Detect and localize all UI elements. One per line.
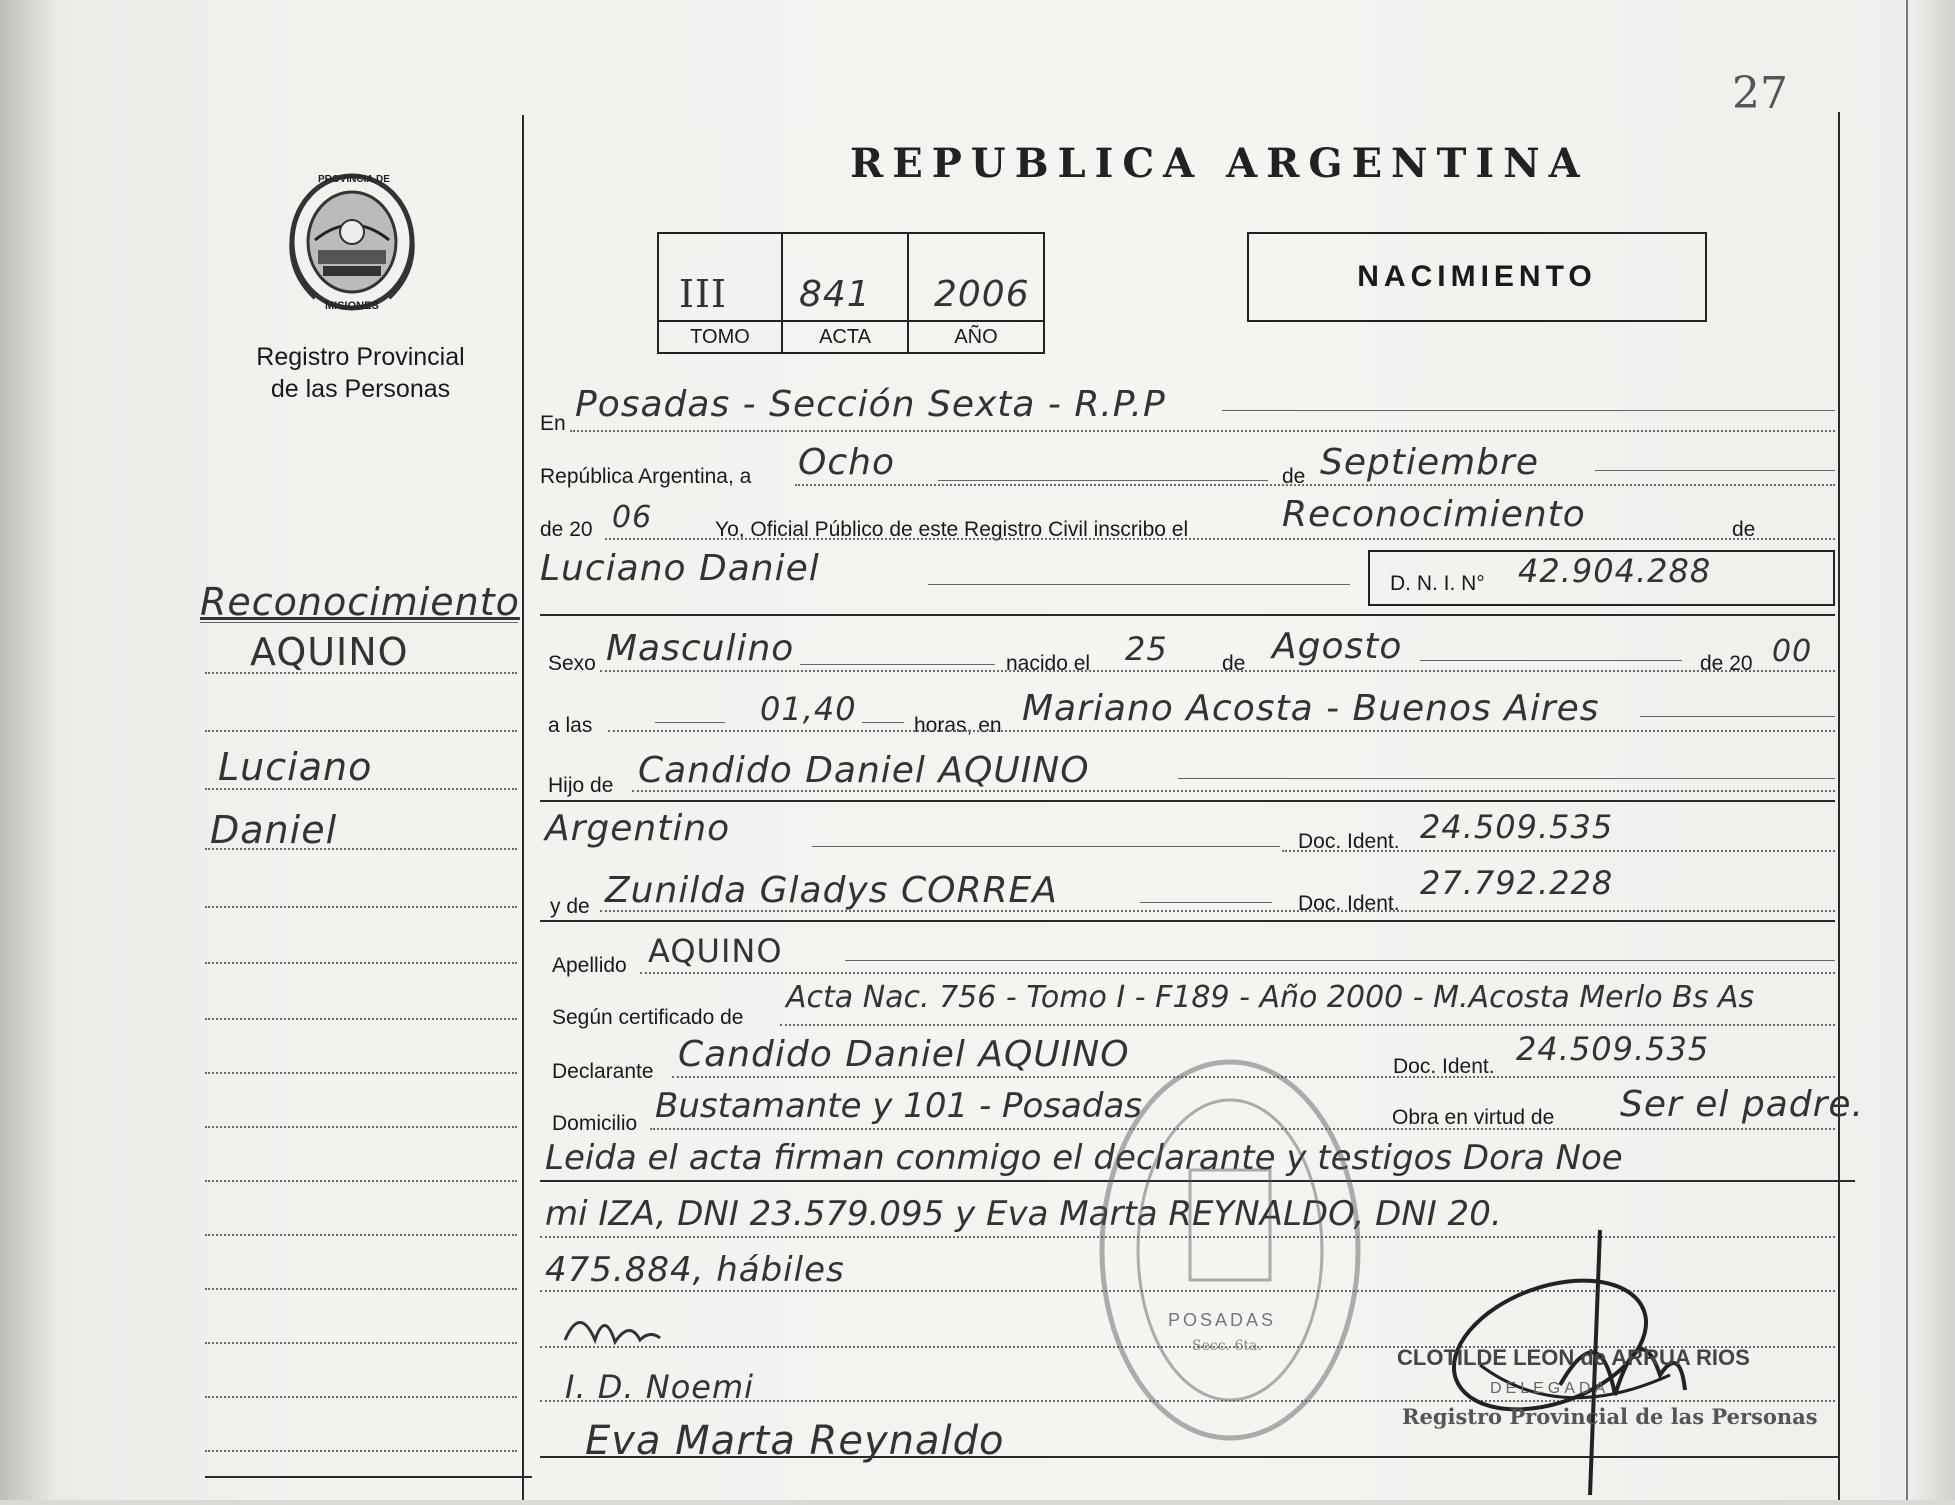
segun-label: Según certificado de [552,1006,744,1029]
father-nationality: Argentino [545,808,731,849]
act-value: Reconocimiento [1282,494,1586,535]
margin-name1: Luciano [218,745,373,789]
margin-title: Reconocimiento [200,580,520,624]
month-value: Septiembre [1320,442,1539,483]
de-label-3: de [1222,652,1246,675]
anio-label: AÑO [954,326,998,348]
margin-rule [205,1180,517,1182]
day-fill [938,480,1268,481]
birth-year-prefix: de 20 [1700,652,1753,675]
margin-rule [205,672,517,674]
sexo-fill [800,664,995,665]
mother-doc: 27.792.228 [1420,864,1614,902]
margin-rule [205,1018,517,1020]
declarante-label: Declarante [552,1060,654,1083]
office-name-line2: de las Personas [270,375,451,403]
line-2 [795,484,1835,486]
margin-rule [205,1126,517,1128]
father-fill [1178,778,1835,779]
acta-value: 841 [799,274,871,315]
line-6 [608,730,1835,732]
republica-label: República Argentina, a [540,465,752,488]
en-label: En [540,412,566,435]
margin-rule [205,906,517,908]
acta-label: ACTA [819,326,871,348]
father-rule [540,800,1835,802]
official-office: Registro Provincial de las Personas [1402,1404,1818,1429]
tomo-label: TOMO [690,326,750,348]
tomo-value: III [679,272,728,316]
margin-rule [205,1234,517,1236]
margin-rule [205,1342,517,1344]
note-line-2: mi IZA, DNI 23.579.095 y Eva Marta REYNALDO, DNI 20. [545,1194,1502,1234]
father-value: Candido Daniel AQUINO [638,750,1090,791]
hijo-label: Hijo de [548,774,614,797]
margin-rule [205,1288,517,1290]
alas-label: a las [548,714,593,737]
margin-title-rule [200,622,518,623]
stamp-city: POSADAS [1168,1310,1277,1330]
dni-value: 42.904.288 [1518,552,1712,590]
domicilio-value: Bustamante y 101 - Posadas [655,1086,1143,1126]
misiones-logo [285,170,420,320]
line-8 [1282,850,1835,852]
dni-label: D. N. I. N° [1390,572,1485,595]
hour-fill [655,722,725,723]
doc-label-father: Doc. Ident. [1298,830,1400,853]
line-7 [632,790,1835,792]
line-10 [640,972,1835,974]
right-border [1838,112,1840,1500]
obra-value: Ser el padre. [1620,1084,1864,1125]
witness-signature-2: Eva Marta Reynaldo [585,1418,1005,1464]
birth-month: Agosto [1272,626,1403,667]
margin-rule [205,730,517,732]
margin-divider [522,115,524,1500]
act-type-box [1247,232,1707,322]
place-value: Mariano Acosta - Buenos Aires [1022,688,1600,729]
section-rule [540,614,1835,616]
birth-year: 00 [1772,634,1813,669]
margin-rule [205,1396,517,1398]
note-line-1: Leida el acta firman conmigo el declarante y testigos Dora Noe [545,1138,1623,1178]
place-fill [1640,716,1835,717]
declarante-value: Candido Daniel AQUINO [678,1034,1130,1075]
box-divider [659,320,1043,322]
register-box [657,232,1045,354]
apellido-label: Apellido [552,954,627,977]
line-5 [600,670,1835,672]
domicilio-label: Domicilio [552,1112,638,1135]
apellido-fill [845,960,1835,961]
line-11 [780,1024,1835,1026]
country-title: REPUBLICA ARGENTINA [850,140,1589,187]
mother-rule [540,920,1835,922]
witness-signature-1: I. D. Noemi [565,1368,755,1406]
margin-bottom-rule [205,1476,532,1478]
official-name: CLOTILDE LEON de ARRUA RIOS [1397,1345,1750,1370]
hour-fill-2 [862,722,904,723]
margin-rule [205,962,517,964]
birth-month-fill [1420,660,1682,661]
logo-bottom-text: MISIONES [325,300,379,312]
office-name-line1: Registro Provincial [256,343,465,371]
line-3 [605,538,1835,540]
birth-day: 25 [1125,630,1168,668]
year-prefix: de 20 [540,518,593,541]
horas-label: horas, en [914,714,1002,737]
hour-value: 01,40 [760,690,857,728]
doc-label-declarante: Doc. Ident. [1393,1055,1495,1078]
margin-name2: Daniel [210,808,338,852]
page-number: 27 [1732,68,1788,119]
de-label: de [1282,465,1306,488]
page-edge [1905,0,1955,1500]
month-fill [1595,470,1835,471]
day-value: Ocho [798,442,895,483]
obra-label: Obra en virtud de [1392,1106,1555,1129]
de-label-2: de [1732,518,1756,541]
sexo-value: Masculino [606,628,795,669]
father-doc: 24.509.535 [1420,808,1614,846]
margin-surname: AQUINO [250,630,409,674]
person-name-fill [928,584,1350,585]
nationality-fill [812,846,1280,847]
margin-rule [205,848,517,850]
margin-rule [205,1450,517,1452]
apellido-value: AQUINO [648,932,783,970]
binding-crease [0,0,50,1500]
segun-value: Acta Nac. 756 - Tomo I - F189 - Año 2000 - M.Acosta Merlo Bs As [786,980,1755,1015]
mother-fill [1140,902,1272,903]
doc-label-mother: Doc. Ident. [1298,892,1400,915]
margin-rule [205,788,517,790]
declarante-doc: 24.509.535 [1516,1030,1710,1068]
line-1 [570,430,1835,432]
note-line-3: 475.884, hábiles [545,1250,845,1290]
yde-label: y de [550,895,590,918]
act-type-label: NACIMIENTO [1357,260,1597,293]
year-value: 06 [612,500,653,535]
anio-value: 2006 [934,274,1030,315]
page-edge-line [1906,0,1908,1500]
en-value: Posadas - Sección Sexta - R.P.P [575,384,1166,425]
nacido-label: nacido el [1006,652,1091,675]
official-role: DELEGADA [1490,1380,1610,1397]
officer-text: Yo, Oficial Público de este Registro Civil inscribo el [715,518,1189,541]
person-name: Luciano Daniel [540,548,820,589]
stamp-section: Secc. 6ta. [1192,1338,1262,1354]
sexo-label: Sexo [548,652,596,675]
line-9 [600,910,1835,912]
logo-top-text: PROVINCIA DE [318,174,390,185]
margin-rule [205,1072,517,1074]
line-1-fill [1222,410,1835,411]
initials-mark [560,1300,670,1365]
mother-value: Zunilda Gladys CORREA [605,870,1058,911]
official-stamp [1090,1050,1370,1450]
